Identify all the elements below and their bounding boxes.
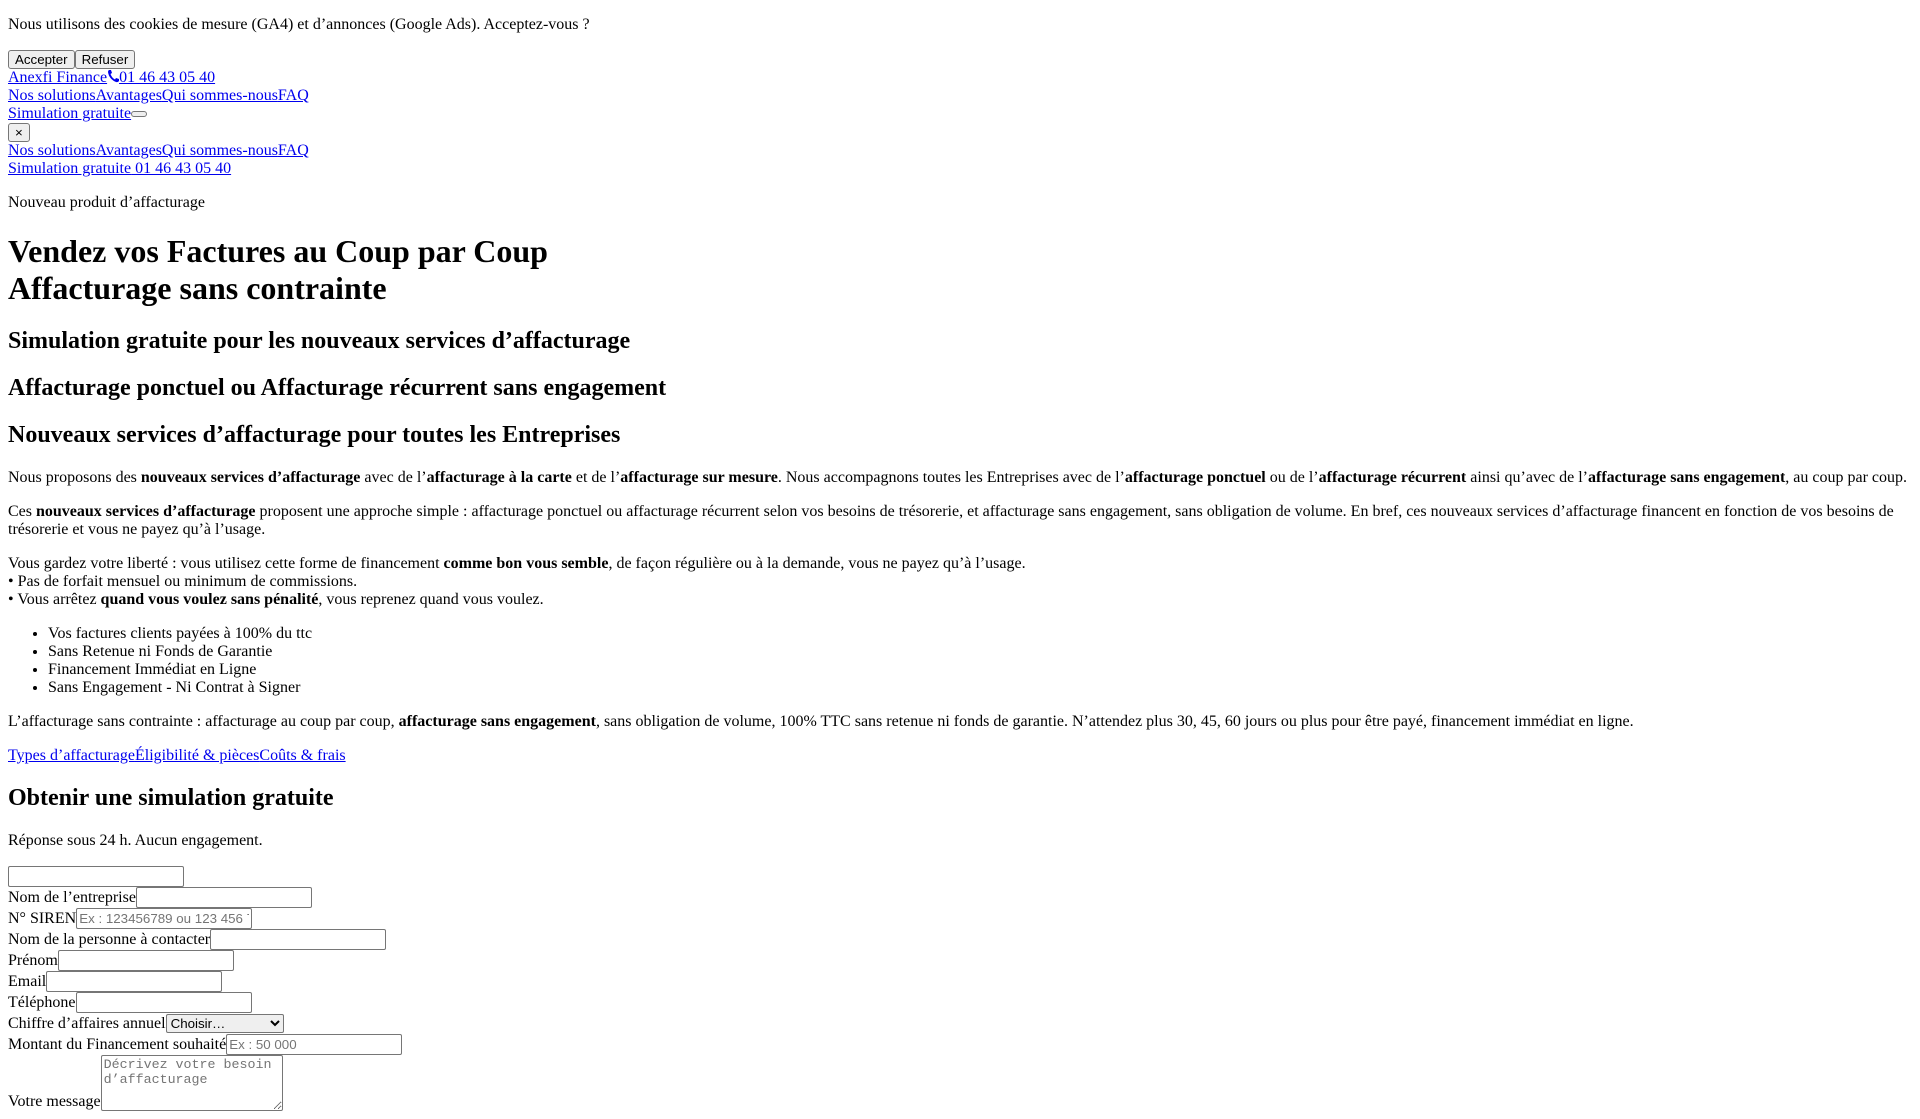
contact-label: Nom de la personne à contacter [8,931,211,948]
text: Nous proposons des [8,469,141,486]
hidden-field[interactable] [8,866,184,887]
text-bold: quand vous voulez sans pénalité [100,591,319,608]
summary-paragraph [8,713,1912,731]
mobile-nav-about[interactable]: Qui sommes-nous [161,142,278,159]
main-content [8,194,1912,1111]
refuse-cookies-button[interactable]: Refuser [75,50,136,69]
revenue-label: Chiffre d’affaires annuel [8,1015,166,1032]
main-nav [8,87,1912,105]
heading-ponctuel: Affacturage ponctuel ou Affacturage récurrent sans engagement [8,375,667,401]
text: L’affacturage sans contrainte : affacturage au coup par coup, [8,713,399,730]
text: et de l’ [571,469,621,486]
text: , sans obligation de volume, 100% TTC sans retenue ni fonds de garantie. N’attendez plus 30, 45, 60 jours ou plus pour être payé, financement immédiat en ligne. [595,713,1634,730]
email-label: Email [8,973,47,990]
title-line-2: Affacturage sans contrainte [8,270,387,306]
amount-label: Montant du Financement souhaité [8,1036,227,1053]
text: , vous reprenez quand vous voulez. [318,591,544,608]
title-line-1: Vendez vos Factures au Coup par Coup [8,233,548,269]
message-label: Votre message [8,1093,101,1110]
cookie-banner [8,16,1912,69]
text-bold: affacturage sans engagement [398,713,596,730]
phone-label: Téléphone [8,994,76,1011]
tab-types[interactable]: Types d’affacturage [8,747,135,764]
mobile-phone-link[interactable]: 01 46 43 05 40 [131,160,232,177]
mobile-simulation-cta[interactable]: Simulation gratuite [8,160,132,177]
form-subtitle: Réponse sous 24 h. Aucun engagement. [8,832,263,849]
text-bold: affacturage ponctuel [1124,469,1266,486]
text-bold: affacturage à la carte [426,469,572,486]
list-item: • Financement Immédiat en Ligne [48,661,1912,679]
nav-avantages[interactable]: Avantages [95,87,162,104]
tab-eligibility[interactable]: Éligibilité & pièces [134,747,260,764]
text: ainsi qu’avec de l’ [1466,469,1588,486]
site-header [8,69,1912,178]
brand-link[interactable]: Anexfi Finance [8,69,108,86]
company-input[interactable] [136,887,312,908]
list-item: • Sans Engagement - Ni Contrat à Signer [48,679,1912,697]
siren-label: N° SIREN [8,910,77,927]
freedom-paragraph [8,555,1912,609]
list-item: • Vos factures clients payées à 100% du ttc [48,625,1912,643]
text: ou de l’ [1265,469,1319,486]
revenue-select[interactable] [166,1014,284,1033]
page-title [8,233,1912,307]
mobile-nav [8,142,1912,160]
content-tabs [8,747,1912,765]
cookie-message: Nous utilisons des cookies de mesure (GA4) et d’annonces (Google Ads). Acceptez-vous ? [8,16,590,33]
text: • Pas de forfait mensuel ou minimum de commissions. [8,573,358,590]
text-bold: affacturage sur mesure [620,469,778,486]
accept-cookies-button[interactable]: Accepter [8,50,75,69]
heading-services: Nouveaux services d’affacturage pour toutes les Entreprises [8,422,621,448]
eyebrow: Nouveau produit d’affacturage [8,194,205,211]
heading-simulation: Simulation gratuite pour les nouveaux services d’affacturage [8,328,631,354]
text: . Nous accompagnons toutes les Entreprises avec de l’ [777,469,1125,486]
phone-link[interactable]: 01 46 43 05 40 [119,69,216,86]
email-input[interactable] [46,971,222,992]
text: proposent une approche simple : affacturage ponctuel ou affacturage récurrent selon vos besoins de trésorerie, et affacturage sans engagement, sans obligation de volume. En bref, ces nouveaux services d’affacturage financent en fonction de vos besoins de trésorerie et vous ne payez qu’à l’usage. [8,503,1894,538]
message-textarea[interactable] [101,1055,283,1111]
amount-input[interactable] [226,1034,402,1055]
nav-about[interactable]: Qui sommes-nous [161,87,278,104]
siren-input[interactable] [76,908,252,929]
tab-costs[interactable]: Coûts & frais [259,747,346,764]
nav-solutions[interactable]: Nos solutions [8,87,96,104]
mobile-nav-avantages[interactable]: Avantages [95,142,162,159]
form-title: Obtenir une simulation gratuite [8,785,334,811]
firstname-label: Prénom [8,952,58,969]
text-bold: affacturage récurrent [1318,469,1467,486]
text: Vous gardez votre liberté : vous utilisez cette forme de financement [8,555,444,572]
mobile-nav-faq[interactable]: FAQ [277,142,309,159]
text-bold: comme bon vous semble [443,555,609,572]
company-label: Nom de l’entreprise [8,889,136,906]
text: , au coup par coup. [1785,469,1908,486]
intro-paragraph [8,469,1912,487]
simulation-form [8,866,1912,1111]
text: Ces [8,503,36,520]
text-bold: affacturage sans engagement [1588,469,1786,486]
nav-faq[interactable]: FAQ [277,87,309,104]
text-bold: nouveaux services d’affacturage [36,503,256,520]
benefits-list [8,625,1912,697]
text: avec de l’ [360,469,427,486]
menu-toggle-button[interactable] [131,111,147,117]
contact-input[interactable] [210,929,386,950]
simulation-cta[interactable]: Simulation gratuite [8,105,132,122]
text: • Vous arrêtez [8,591,101,608]
close-menu-button[interactable]: × [8,123,30,142]
list-item: • Sans Retenue ni Fonds de Garantie [48,643,1912,661]
phone-input[interactable] [76,992,252,1013]
mobile-nav-solutions[interactable]: Nos solutions [8,142,96,159]
phone-icon [107,69,119,83]
firstname-input[interactable] [58,950,234,971]
approach-paragraph [8,503,1912,539]
text: , de façon régulière ou à la demande, vous ne payez qu’à l’usage. [608,555,1026,572]
text-bold: nouveaux services d’affacturage [140,469,361,486]
